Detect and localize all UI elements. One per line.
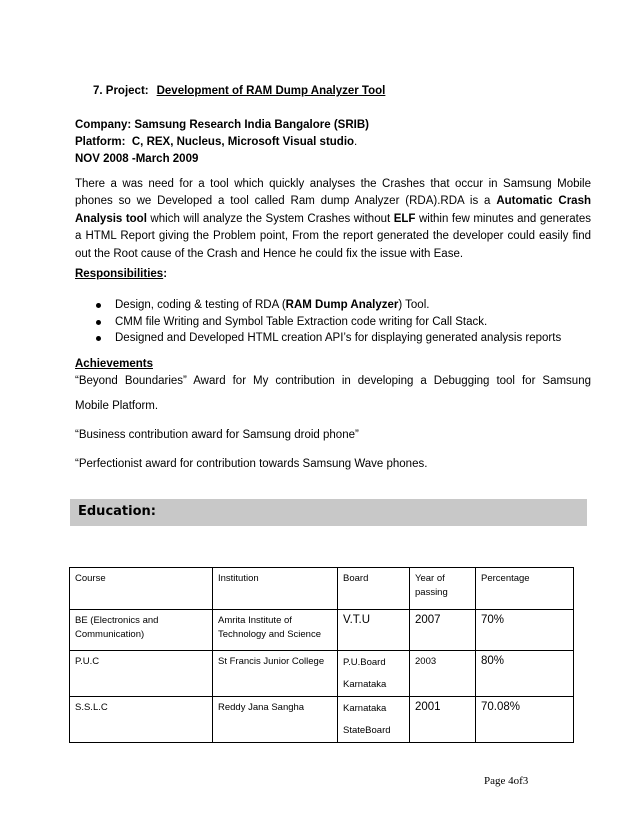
- header-year: Year of passing: [410, 568, 476, 610]
- desc-text-2: which will analyze the System Crashes without: [146, 212, 394, 225]
- platform-line: [75, 136, 357, 148]
- desc-bold-2: ELF: [393, 212, 416, 225]
- project-heading: [93, 85, 385, 97]
- table-row: [70, 610, 574, 651]
- table-row: [70, 697, 574, 743]
- cell-board: V.T.U: [338, 610, 410, 651]
- cell-percentage: 70.08%: [476, 697, 574, 743]
- achievement-line-3: “Business contribution award for Samsung droid phone”: [75, 429, 359, 441]
- list-item: [93, 314, 561, 331]
- project-description: [75, 176, 591, 263]
- cell-course: BE (Electronics and Communication): [70, 610, 213, 651]
- table-header-row: [70, 568, 574, 610]
- desc-text-3: within few minutes and generates a HTML Report giving the Problem point, From the report generated the developer could easily find out the Root cause of the Crash and Hence he could fix the issue with Ease.: [75, 212, 591, 260]
- responsibilities-label: Responsibilities: [75, 268, 164, 280]
- bullet-icon: [96, 320, 101, 325]
- bullet-icon: [96, 303, 101, 308]
- cell-percentage: 80%: [476, 651, 574, 697]
- project-dates: NOV 2008 -March 2009: [75, 153, 199, 165]
- education-section-bar: [70, 499, 587, 526]
- achievements-heading: Achievements: [75, 358, 153, 370]
- platform-label: Platform:: [75, 136, 126, 148]
- achievement-line-4: “Perfectionist award for contribution towards Samsung Wave phones.: [75, 458, 428, 470]
- cell-course: P.U.C: [70, 651, 213, 697]
- item-bold: RAM Dump Analyzer: [285, 299, 399, 311]
- header-percentage: Percentage: [476, 568, 574, 610]
- table-row: [70, 651, 574, 697]
- cell-board: Karnataka StateBoard: [338, 697, 410, 743]
- cell-year: 2003: [410, 651, 476, 697]
- header-institution: Institution: [213, 568, 338, 610]
- cell-institution: Amrita Institute of Technology and Science: [213, 610, 338, 651]
- platform-period: .: [354, 136, 358, 148]
- project-title: Development of RAM Dump Analyzer Tool: [156, 85, 386, 97]
- cell-course: S.S.L.C: [70, 697, 213, 743]
- achievement-line-1: “Beyond Boundaries” Award for My contribution in developing a Debugging tool for Samsung: [75, 375, 591, 387]
- bullet-icon: [96, 336, 101, 341]
- cell-percentage: 70%: [476, 610, 574, 651]
- responsibilities-heading: [75, 268, 167, 280]
- header-board: Board: [338, 568, 410, 610]
- item-text: ) Tool.: [398, 299, 430, 311]
- cell-year: 2001: [410, 697, 476, 743]
- platform-value: C, REX, Nucleus, Microsoft Visual studio: [131, 136, 355, 148]
- desc-text-1: There a was need for a tool which quickly analyses the Crashes that occur in Samsung Mobile phones so we Developed a tool called Ram dump Analyzer (RDA).RDA is a: [75, 178, 591, 208]
- list-item: [93, 330, 561, 347]
- desc-bold-1: Automatic Crash Analysis tool: [75, 195, 591, 225]
- item-text: Design, coding & testing of RDA (: [115, 299, 286, 311]
- item-text: Designed and Developed HTML creation API’s for displaying generated analysis reports: [115, 332, 562, 345]
- company-line: Company: Samsung Research India Bangalore (SRIB): [75, 119, 369, 131]
- education-heading: Education:: [78, 504, 156, 519]
- responsibilities-colon: :: [163, 268, 168, 280]
- header-course: Course: [70, 568, 213, 610]
- responsibilities-list: [93, 297, 561, 347]
- achievement-line-2: Mobile Platform.: [75, 400, 159, 412]
- cell-institution: Reddy Jana Sangha: [213, 697, 338, 743]
- page-number: Page 4of3: [484, 775, 529, 787]
- cell-year: 2007: [410, 610, 476, 651]
- cell-board: P.U.Board Karnataka: [338, 651, 410, 697]
- education-table: [69, 567, 574, 743]
- project-number: 7. Project:: [93, 85, 149, 97]
- list-item: [93, 297, 561, 314]
- cell-institution: St Francis Junior College: [213, 651, 338, 697]
- item-text: CMM file Writing and Symbol Table Extraction code writing for Call Stack.: [115, 315, 488, 328]
